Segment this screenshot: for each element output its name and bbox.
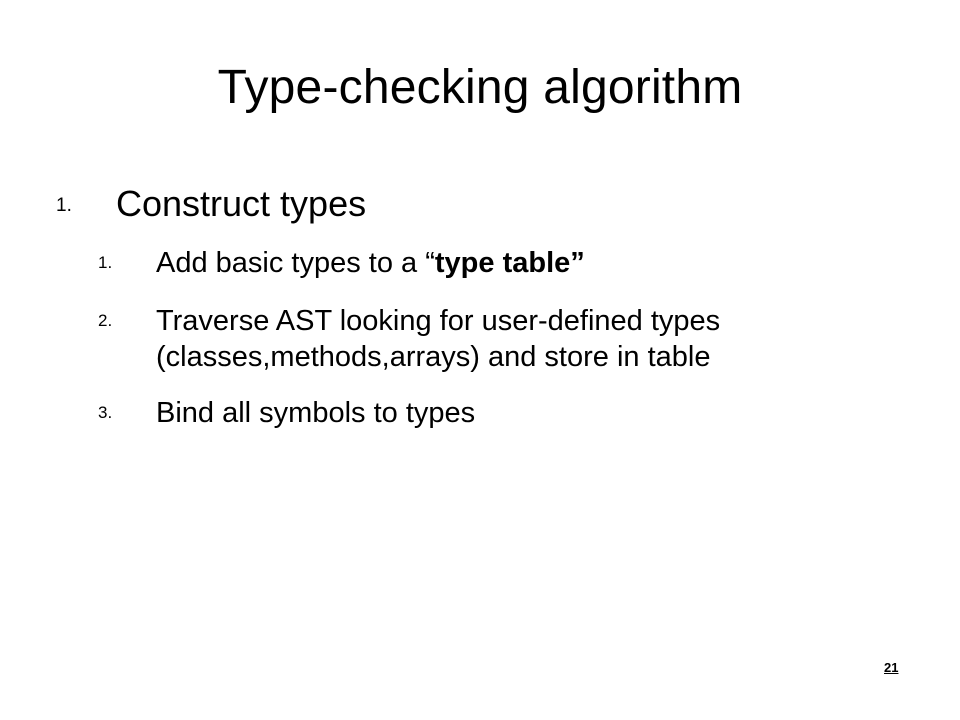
subitem-text [156, 303, 926, 375]
subitem-text [156, 245, 926, 281]
list-item-number: 1. [56, 195, 72, 216]
subitem-bind-symbols [98, 395, 938, 435]
page-number: 21 [884, 660, 899, 675]
subitem-add-basic-types [98, 245, 938, 285]
open-quote: “ [425, 247, 435, 279]
subitem-text: Bind all symbols to types [156, 397, 476, 429]
subitem-line-2: (classes,methods,arrays) and store in table [156, 341, 711, 373]
list-item-construct-types [56, 180, 936, 240]
subitem-traverse-ast [98, 303, 938, 383]
subitem-line-1: Traverse AST looking for user-defined types [156, 305, 721, 337]
close-quote: ” [570, 247, 585, 279]
slide-title: Type-checking algorithm [217, 61, 743, 114]
subitem-number: 1. [98, 253, 113, 272]
type-table-emphasis: type table [434, 247, 571, 279]
subitem-text-before: Add basic types to a [156, 247, 426, 279]
subitem-number: 2. [98, 311, 113, 330]
subitem-number: 3. [98, 403, 113, 422]
list-item-text: Construct types [116, 183, 367, 224]
